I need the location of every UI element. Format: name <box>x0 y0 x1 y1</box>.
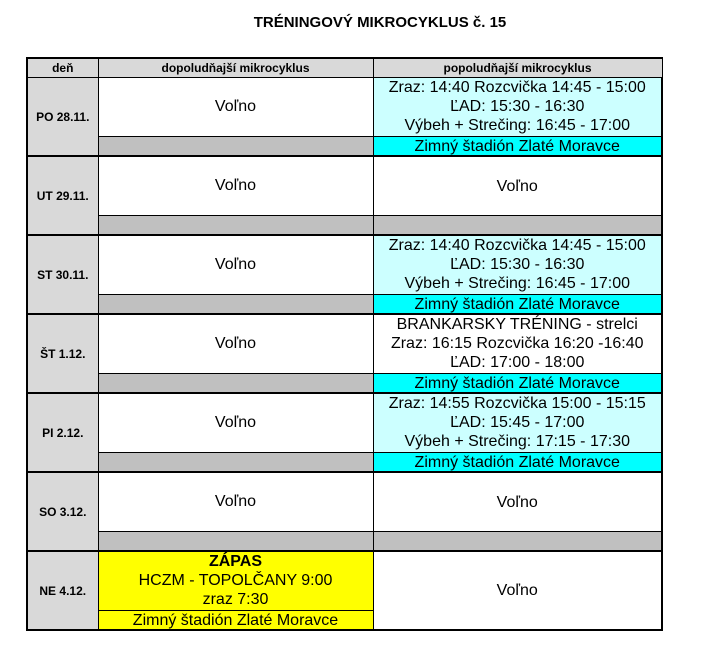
afternoon-cell <box>373 314 662 374</box>
day-row <box>27 235 662 295</box>
afternoon-line: Zraz: 14:40 Rozcvička 14:45 - 15:00 <box>388 79 646 96</box>
morning-cell: Voľno <box>98 314 373 374</box>
afternoon-line: ĽAD: 15:30 - 16:30 <box>450 98 585 115</box>
afternoon-line: Zraz: 16:15 Rozcvička 16:20 -16:40 <box>390 335 644 352</box>
day-footer-row <box>27 137 662 157</box>
gray-filler <box>98 137 373 157</box>
day-label: ŠT 1.12. <box>27 314 98 393</box>
afternoon-cell <box>373 235 662 295</box>
venue-cell: Zimný štadión Zlaté Moravce <box>373 374 662 394</box>
morning-cell: Voľno <box>98 393 373 453</box>
morning-cell: Voľno <box>98 78 373 137</box>
afternoon-cell <box>373 393 662 453</box>
gray-filler <box>98 216 373 236</box>
day-footer-row <box>27 295 662 315</box>
day-row <box>27 472 662 532</box>
morning-cell: Voľno <box>98 472 373 532</box>
morning-cell: Voľno <box>98 235 373 295</box>
day-label: SO 3.12. <box>27 472 98 551</box>
afternoon-cell: Voľno <box>373 472 662 532</box>
match-venue: Zimný štadión Zlaté Moravce <box>98 611 373 631</box>
page-title: TRÉNINGOVÝ MIKROCYKLUS č. 15 <box>253 14 507 31</box>
afternoon-line: Zraz: 14:40 Rozcvička 14:45 - 15:00 <box>388 237 646 254</box>
header-row <box>27 58 662 78</box>
venue-cell: Zimný štadión Zlaté Moravce <box>373 137 662 157</box>
day-footer-row <box>27 374 662 394</box>
day-row <box>27 314 662 374</box>
afternoon-line: Výbeh + Strečing: 16:45 - 17:00 <box>404 117 630 134</box>
afternoon-line: ĽAD: 15:30 - 16:30 <box>450 256 585 273</box>
day-footer-row <box>27 453 662 473</box>
afternoon-cell: Voľno <box>373 551 662 630</box>
day-row <box>27 156 662 216</box>
afternoon-cell <box>373 78 662 137</box>
day-label: PI 2.12. <box>27 393 98 472</box>
day-footer-row <box>27 216 662 236</box>
afternoon-line: BRANKARSKY TRÉNING - strelci <box>396 316 638 333</box>
afternoon-line: ĽAD: 17:00 - 18:00 <box>450 354 585 371</box>
day-row <box>27 393 662 453</box>
gray-filler <box>373 532 662 552</box>
gray-filler <box>98 374 373 394</box>
day-label: PO 28.11. <box>27 78 98 157</box>
day-label: UT 29.11. <box>27 156 98 235</box>
day-label: NE 4.12. <box>27 551 98 630</box>
match-meet-time: zraz 7:30 <box>202 591 269 608</box>
afternoon-line: ĽAD: 15:45 - 17:00 <box>450 414 585 431</box>
day-row <box>27 551 662 611</box>
gray-filler <box>98 453 373 473</box>
day-row <box>27 78 662 137</box>
venue-cell: Zimný štadión Zlaté Moravce <box>373 295 662 315</box>
header-afternoon: popoludňajší mikrocyklus <box>373 58 662 78</box>
header-day: deň <box>27 58 98 78</box>
gray-filler <box>373 216 662 236</box>
morning-cell: Voľno <box>98 156 373 216</box>
match-heading: ZÁPAS <box>208 553 263 570</box>
day-label: ST 30.11. <box>27 235 98 314</box>
afternoon-line: Zraz: 14:55 Rozcvička 15:00 - 15:15 <box>388 395 646 412</box>
afternoon-cell: Voľno <box>373 156 662 216</box>
afternoon-line: Výbeh + Strečing: 16:45 - 17:00 <box>404 275 630 292</box>
match-teams: HCZM - TOPOLČANY 9:00 <box>138 572 333 589</box>
training-table <box>26 57 663 631</box>
day-footer-row <box>27 532 662 552</box>
gray-filler <box>98 295 373 315</box>
gray-filler <box>98 532 373 552</box>
afternoon-line: Výbeh + Strečing: 17:15 - 17:30 <box>404 433 630 450</box>
venue-cell: Zimný štadión Zlaté Moravce <box>373 453 662 473</box>
header-morning: dopoludňajší mikrocyklus <box>98 58 373 78</box>
match-cell <box>98 551 373 611</box>
